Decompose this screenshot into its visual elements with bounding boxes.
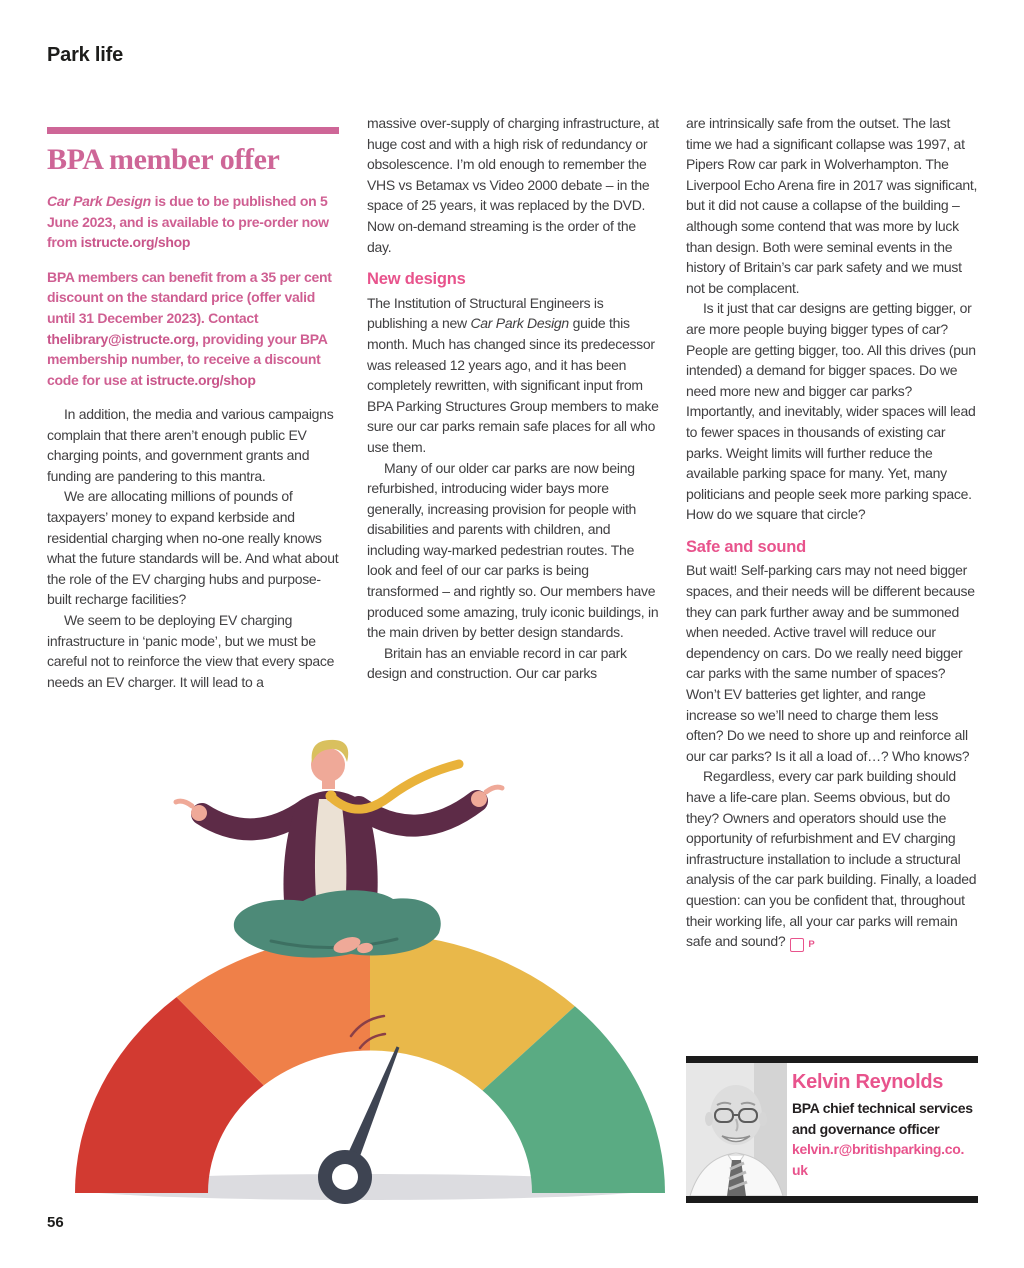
offer-text-run: BPA members can benefit from a 35 per cent discount on the standard price (offer valid until 31 December 2023). Contact: [47, 268, 332, 326]
book-title: Car Park Design: [470, 315, 569, 332]
body-paragraph: We seem to be deploying EV charging infrastructure in ‘panic mode’, but we must be careful not to reinforce the view that every space needs an EV charger. It will lead to a: [47, 611, 335, 690]
library-email-link[interactable]: thelibrary@istructe.org: [47, 330, 196, 347]
shop-link[interactable]: istructe.org/shop: [146, 371, 256, 388]
gauge-dial: [75, 933, 665, 1193]
card-top-rule: [686, 1056, 978, 1063]
shop-link[interactable]: istructe.org/shop: [80, 234, 191, 251]
offer-text: [47, 191, 339, 390]
body-paragraph: massive over-supply of charging infrastructure, at huge cost and with a high risk of redundancy or obsolescence. I’m old enough to remember the VHS vs Betamax vs Video 2000 debate – in the space of 25 years, it was replaced by the DVD. Now on-demand streaming is the order of the day.: [367, 115, 659, 255]
author-email-link[interactable]: kelvin.r@britishparking.co.uk: [792, 1141, 965, 1178]
offer-paragraph-2: [47, 267, 339, 391]
book-title: Car Park Design: [47, 193, 151, 209]
body-paragraph: We are allocating millions of pounds of taxpayers’ money to expand kerbside and residential charging when no-one really knows what the future standards will be. And what about the role of the EV charging hubs and purpose-built recharge facilities?: [47, 488, 339, 608]
body-text-run: But wait! Self-parking cars may not need bigger spaces, and their needs will be different because they can park further away and be summoned when needed. Active travel will reduce our dependency on cars. Do we really need bigger car parks with the same number of spaces? Won’t EV batteries get lighter, and range increase so we’ll need to charge them less often? Do we need to shore up and reinforce all our car parks? Is it all a load of…? Who knows?: [686, 562, 975, 764]
meditation-gauge-illustration: [75, 735, 665, 1215]
page-number: 56: [47, 1214, 64, 1231]
column-3: [686, 113, 978, 952]
body-text-run: Regardless, every car park building should have a life-care plan. Seems obvious, but do they? Owners and operators should use the opportunity of refurbishment and EV charging infrastructure installation to include a structural analysis of the car park building. Finally, a loaded question: can you be confident that, throughout their working life, all your car parks will remain safe and sound?: [686, 768, 977, 950]
author-photo: [686, 1063, 787, 1196]
author-portrait-svg: [686, 1063, 787, 1196]
body-paragraph: [686, 766, 978, 952]
offer-text-run: is due to be published on 5 June 2023, and is available to pre-order now from: [47, 193, 329, 251]
left-hand-finger: [176, 801, 192, 806]
column-1: [47, 404, 339, 692]
article-end-icon: P: [790, 938, 804, 952]
card-bottom-rule: [686, 1196, 978, 1203]
offer-title: BPA member offer: [47, 143, 280, 176]
body-text-run: guide this month. Much has changed since its predecessor was released 12 years ago, and it has been completely rewritten, with significant input from BPA Parking Structures Group members to make sure our car parks remain safe places for all who use them.: [367, 315, 659, 455]
meditating-person: [176, 740, 502, 958]
subheading-safe-and-sound: Safe and sound: [686, 537, 807, 556]
offer-paragraph-1: [47, 191, 339, 253]
author-role: BPA chief technical services and governance officer: [792, 1100, 973, 1137]
offer-text-run: , providing your BPA membership number, to receive a discount code for use at: [47, 330, 328, 388]
body-text-run: The Institution of Structural Engineers is publishing a new: [367, 294, 604, 332]
tie-knot: [326, 791, 337, 802]
author-details: [787, 1063, 982, 1180]
body-paragraph: [367, 293, 659, 458]
offer-top-rule: [47, 127, 339, 134]
author-card: [686, 1056, 978, 1203]
author-name: Kelvin Reynolds: [792, 1071, 944, 1093]
column-2: [367, 113, 659, 684]
body-paragraph: Britain has an enviable record in car park design and construction. Our car parks: [367, 644, 627, 682]
body-paragraph: Is it just that car designs are getting bigger, or are more people buying bigger types of car? People are getting bigger, too. All this drives (pun intended) a demand for bigger spaces. Do we need more new and bigger car parks? Importantly, and inevitably, wider spaces will lead to fewer spaces in thousands of existing car parks. Weight limits will further reduce the available parking space for many. Yet, many politicians and people seek more parking space. How do we square that circle?: [686, 300, 976, 523]
card-body: [686, 1063, 978, 1196]
body-paragraph: [686, 560, 978, 766]
gauge-svg: [75, 735, 665, 1215]
subheading-new-designs: New designs: [367, 270, 466, 289]
body-paragraph: In addition, the media and various campaigns complain that there aren’t enough public EV charging points, and government grants and funding are pandering to this mantra.: [47, 406, 334, 484]
bpa-offer-box: [47, 127, 339, 404]
right-hand-finger: [486, 787, 502, 792]
section-label: Park life: [47, 44, 124, 66]
body-paragraph: are intrinsically safe from the outset. The last time we had a significant collapse was 1997, at Pipers Row car park in Wolverhampton. The Liverpool Echo Arena fire in 2017 was significant, but it did not cause a collapse of the building – although some contend that was more by luck than design. Both were seminal events in the history of Britain’s car park safety and we must not be complacent.: [686, 115, 978, 296]
body-paragraph: Many of our older car parks are now being refurbished, introducing wider bays more generally, increasing provision for people with disabilities and parents with children, and including way-marked pedestrian routes. The look and feel of our car parks is being transformed – and rightly so. Our members have produced some amazing, truly iconic buildings, in the main driven by better design standards.: [367, 459, 659, 641]
needle-pivot-hole: [332, 1164, 358, 1190]
